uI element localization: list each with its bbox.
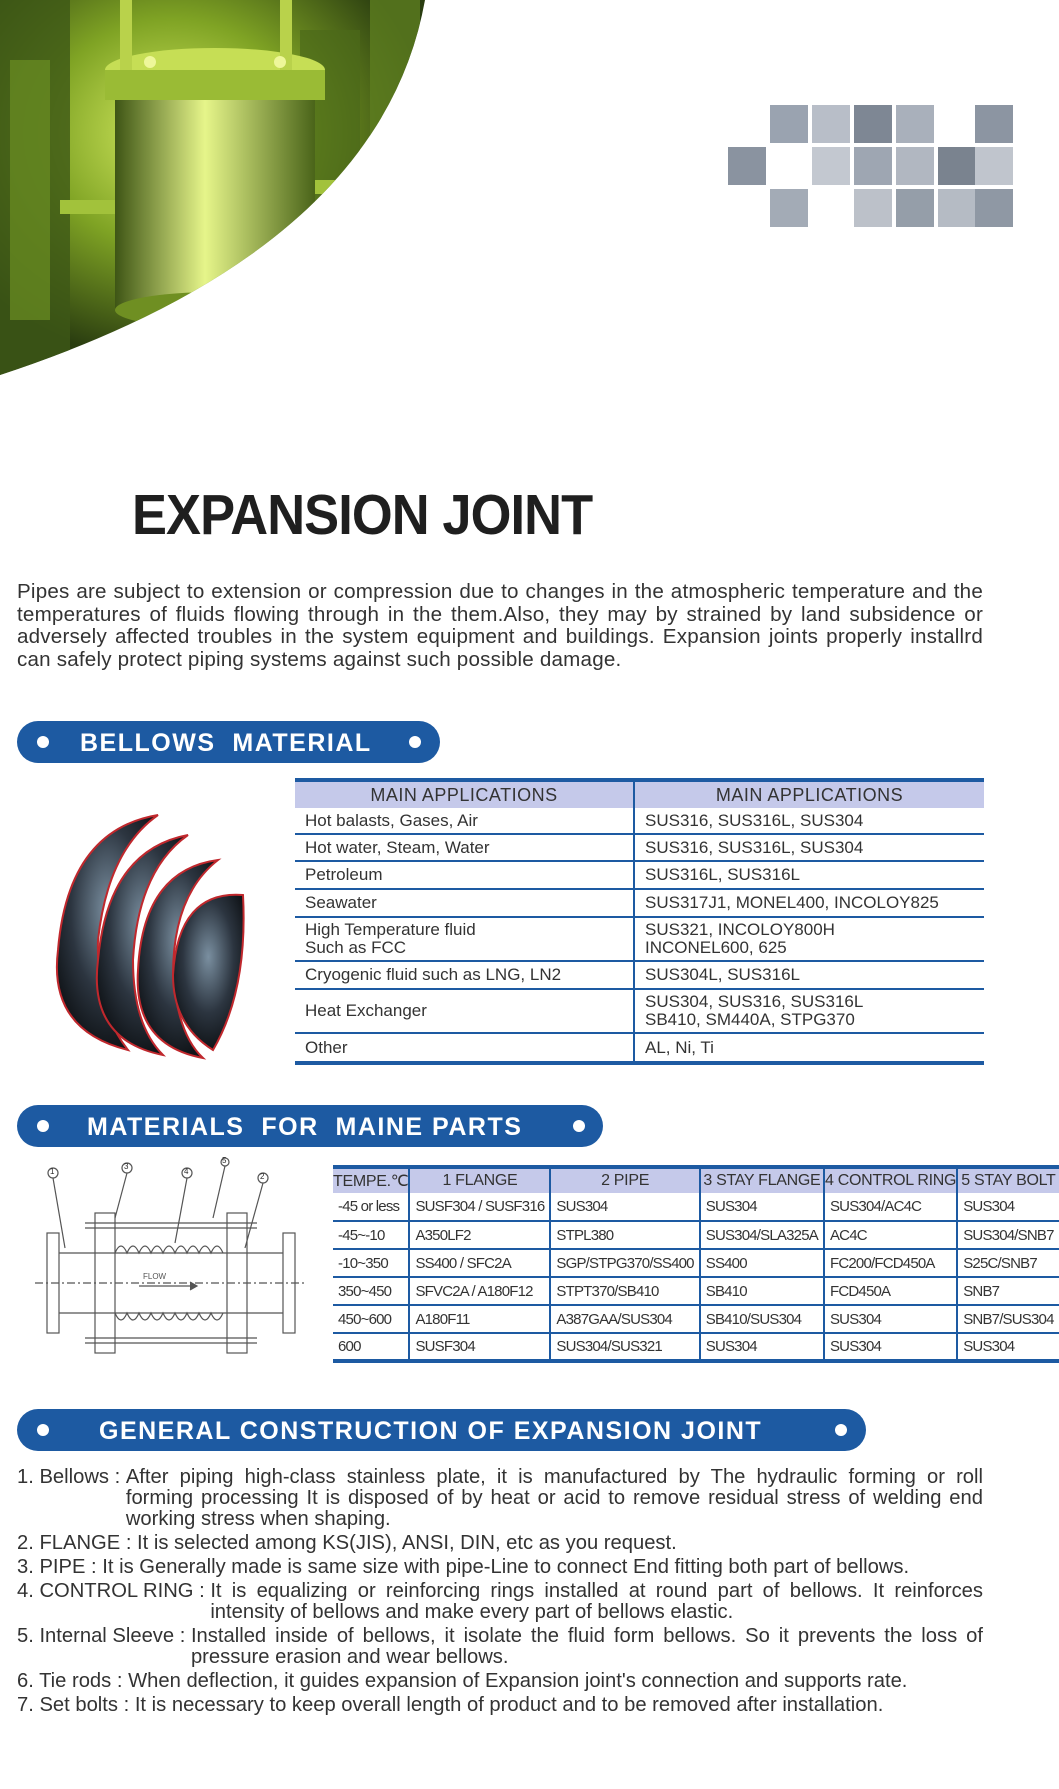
section-title: MATERIALS FOR MAINE PARTS xyxy=(87,1113,523,1141)
item-text: Installed inside of bellows, it isolate the fluid form bellows. So it prevents the loss of pressure erasion and wear bellows. xyxy=(190,1625,983,1668)
table-cell: SUS317J1, MONEL400, INCOLOY825 xyxy=(634,889,984,917)
table-cell: -10~350 xyxy=(333,1249,409,1277)
parts-section-header xyxy=(17,1105,603,1147)
table-cell: SUSF304 / SUSF316 xyxy=(409,1193,550,1221)
item-label: 5. Internal Sleeve : xyxy=(17,1625,191,1647)
item-text: It is necessary to keep overall length of product and to be removed after installation. xyxy=(134,1694,884,1716)
table-row xyxy=(333,1333,1059,1361)
table-cell: S25C/SNB7 xyxy=(957,1249,1058,1277)
column-header: TEMPE.℃ xyxy=(333,1167,409,1193)
table-row xyxy=(295,961,984,989)
bullet-dot-icon xyxy=(37,736,49,748)
intro-paragraph: Pipes are subject to extension or compression due to changes in the atmospheric temperature and the temperatures of fluids flowing through in the them.Also, they may by strained by land subsidence or adversely affected troubles in the system equipment and buildings. Expansion joints properly installrd can safely protect piping systems against such possible damage. xyxy=(17,580,983,671)
table-cell: 350~450 xyxy=(333,1277,409,1305)
table-row xyxy=(333,1193,1059,1221)
table-cell: SUS304 xyxy=(824,1305,957,1333)
item-text: When deflection, it guides expansion of Expansion joint's connection and supports rate. xyxy=(128,1670,908,1692)
table-cell: SUS304L, SUS316L xyxy=(634,961,984,989)
table-row xyxy=(295,861,984,889)
column-header: MAIN APPLICATIONS xyxy=(295,780,634,808)
callout-label: 2 xyxy=(260,1172,265,1181)
construction-section-header xyxy=(17,1409,866,1451)
column-header: 4 CONTROL RING xyxy=(824,1167,957,1193)
column-header: 1 FLANGE xyxy=(409,1167,550,1193)
table-row xyxy=(295,808,984,834)
table-cell: SUS304/SUS321 xyxy=(550,1333,699,1361)
hero-industrial-image xyxy=(0,0,430,380)
callout-label: 4 xyxy=(184,1167,189,1176)
list-item xyxy=(17,1533,983,1554)
table-row xyxy=(295,917,984,961)
item-label: 7. Set bolts : xyxy=(17,1694,135,1716)
table-cell: SUS304 xyxy=(550,1193,699,1221)
table-row xyxy=(295,989,984,1033)
list-item xyxy=(17,1467,983,1530)
list-item xyxy=(17,1557,983,1578)
callout-label: 3 xyxy=(124,1162,129,1171)
table-row xyxy=(333,1305,1059,1333)
table-cell: AL, Ni, Ti xyxy=(634,1033,984,1063)
flow-label: FLOW xyxy=(143,1272,167,1281)
page-title: EXPANSION JOINT xyxy=(132,483,593,547)
bellows-section-header xyxy=(17,721,440,763)
table-cell: SB410 xyxy=(700,1277,824,1305)
table-cell: A387GAA/SUS304 xyxy=(550,1305,699,1333)
table-cell: SS400 / SFC2A xyxy=(409,1249,550,1277)
table-cell: SUS304 xyxy=(700,1193,824,1221)
column-header: 3 STAY FLANGE xyxy=(700,1167,824,1193)
table-cell: SNB7 xyxy=(957,1277,1058,1305)
table-cell: Heat Exchanger xyxy=(295,989,634,1033)
table-cell: SGP/STPG370/SS400 xyxy=(550,1249,699,1277)
column-header: 5 STAY BOLT xyxy=(957,1167,1058,1193)
item-text: It is equalizing or reinforcing rings installed at round part of bellows. It reinforces intensity of bellows and make every part of bellows elastic. xyxy=(210,1580,983,1623)
table-cell: SUS321, INCOLOY800H INCONEL600, 625 xyxy=(634,917,984,961)
table-cell: SUS304/AC4C xyxy=(824,1193,957,1221)
callout-label: 1 xyxy=(50,1167,55,1176)
item-text: It is selected among KS(JIS), ANSI, DIN, etc as you request. xyxy=(137,1532,677,1554)
table-cell: AC4C xyxy=(824,1221,957,1249)
table-cell: Hot balasts, Gases, Air xyxy=(295,808,634,834)
table-cell: SUS304 xyxy=(957,1333,1058,1361)
bullet-dot-icon xyxy=(409,736,421,748)
bullet-dot-icon xyxy=(835,1424,847,1436)
table-header-row xyxy=(333,1167,1059,1193)
section-title: GENERAL CONSTRUCTION OF EXPANSION JOINT xyxy=(99,1417,763,1445)
table-cell: -45~-10 xyxy=(333,1221,409,1249)
table-cell: SUS304 xyxy=(824,1333,957,1361)
section-title: BELLOWS MATERIAL xyxy=(80,729,372,757)
item-text: After piping high-class stainless plate, it is manufactured by The hydraulic forming or roll forming processing It is disposed of by heat or acid to remove residual stress of welding end working stress when shaping. xyxy=(125,1466,983,1530)
table-row xyxy=(333,1221,1059,1249)
table-row xyxy=(295,1033,984,1063)
table-cell: High Temperature fluid Such as FCC xyxy=(295,917,634,961)
table-cell: SUS304, SUS316, SUS316L SB410, SM440A, STPG370 xyxy=(634,989,984,1033)
table-cell: Petroleum xyxy=(295,861,634,889)
table-cell: SFVC2A / A180F12 xyxy=(409,1277,550,1305)
callout-label: 5 xyxy=(222,1156,227,1165)
table-cell: SUS316L, SUS316L xyxy=(634,861,984,889)
table-cell: Cryogenic fluid such as LNG, LN2 xyxy=(295,961,634,989)
table-cell: SUS304/SLA325A xyxy=(700,1221,824,1249)
item-label: 1. Bellows : xyxy=(17,1466,126,1488)
table-cell: 600 xyxy=(333,1333,409,1361)
column-header: MAIN APPLICATIONS xyxy=(634,780,984,808)
table-cell: FC200/FCD450A xyxy=(824,1249,957,1277)
list-item xyxy=(17,1671,983,1692)
bullet-dot-icon xyxy=(37,1424,49,1436)
list-item xyxy=(17,1581,983,1623)
table-cell: SS400 xyxy=(700,1249,824,1277)
item-label: 3. PIPE : xyxy=(17,1556,103,1578)
table-cell: STPL380 xyxy=(550,1221,699,1249)
table-cell: Other xyxy=(295,1033,634,1063)
bullet-dot-icon xyxy=(37,1120,49,1132)
item-label: 2. FLANGE : xyxy=(17,1532,138,1554)
table-cell: 450~600 xyxy=(333,1305,409,1333)
list-item xyxy=(17,1695,983,1716)
column-header: 2 PIPE xyxy=(550,1167,699,1193)
table-cell: Hot water, Steam, Water xyxy=(295,834,634,861)
table-cell: Seawater xyxy=(295,889,634,917)
table-cell: SNB7/SUS304 xyxy=(957,1305,1058,1333)
bellows-image xyxy=(38,810,253,1060)
table-cell: A180F11 xyxy=(409,1305,550,1333)
bellows-material-table xyxy=(295,778,984,1065)
table-cell: STPT370/SB410 xyxy=(550,1277,699,1305)
table-cell: SUS304 xyxy=(700,1333,824,1361)
construction-list xyxy=(17,1467,983,1716)
table-cell: SUS316, SUS316L, SUS304 xyxy=(634,808,984,834)
item-text: It is Generally made is same size with pipe-Line to connect End fitting both part of bellows. xyxy=(102,1556,910,1578)
table-row xyxy=(333,1249,1059,1277)
table-cell: A350LF2 xyxy=(409,1221,550,1249)
table-cell: SUS304 xyxy=(957,1193,1058,1221)
list-item xyxy=(17,1626,983,1668)
table-row xyxy=(295,834,984,861)
table-row xyxy=(333,1277,1059,1305)
table-cell: SB410/SUS304 xyxy=(700,1305,824,1333)
table-cell: SUS304/SNB7 xyxy=(957,1221,1058,1249)
table-row xyxy=(295,889,984,917)
item-label: 6. Tie rods : xyxy=(17,1670,129,1692)
expansion-joint-diagram xyxy=(35,1158,315,1373)
table-cell: SUSF304 xyxy=(409,1333,550,1361)
table-cell: FCD450A xyxy=(824,1277,957,1305)
table-header-row xyxy=(295,780,984,808)
table-cell: -45 or less xyxy=(333,1193,409,1221)
table-cell: SUS316, SUS316L, SUS304 xyxy=(634,834,984,861)
materials-parts-table xyxy=(333,1165,1059,1363)
bullet-dot-icon xyxy=(573,1120,585,1132)
photo-mosaic-decoration xyxy=(725,105,1000,230)
item-label: 4. CONTROL RING : xyxy=(17,1580,211,1602)
